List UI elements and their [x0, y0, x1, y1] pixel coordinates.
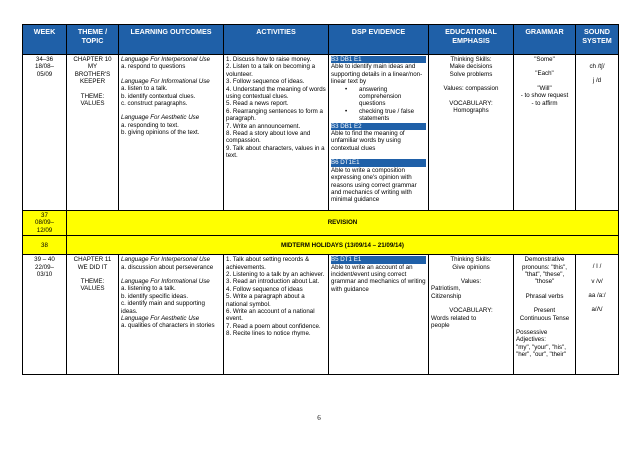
grammar-line: - to affirm	[531, 99, 558, 107]
spacer	[69, 271, 116, 278]
emphasis-line: Give opinions	[452, 263, 490, 271]
grammar-line: Demonstrative	[524, 256, 565, 264]
header-grammar: GRAMMAR	[514, 25, 576, 55]
grammar-line: "that", "these",	[524, 271, 565, 279]
spacer	[516, 322, 573, 329]
sound-line: a/Λ/	[591, 306, 603, 314]
spacer	[431, 93, 511, 100]
week-line: 22/09–	[35, 263, 54, 271]
theme-line: VALUES	[80, 285, 105, 293]
emphasis-line: Homographs	[453, 107, 489, 115]
dsp-text: Able to write an account of an incident/event using correct grammar and mechanics of writing with guidance	[331, 263, 426, 293]
activity-item: 7. Write an announcement.	[226, 122, 301, 130]
header-activities: ACTIVITIES	[224, 25, 329, 55]
spacer	[578, 256, 616, 263]
dsp-code: B5 DT1 E1	[331, 256, 426, 263]
week-cell	[23, 55, 67, 211]
theme-line: WE DID IT	[77, 263, 108, 271]
spacer	[431, 271, 511, 278]
week-cell: 38	[23, 236, 67, 255]
week-line: 18/08–	[35, 63, 54, 71]
dsp-code: B3 DB1 E1	[331, 56, 426, 63]
spacer	[331, 152, 426, 159]
grammar-line: Possessive	[516, 329, 548, 337]
outcome-item: a. listen to a talk.	[121, 85, 168, 93]
outcome-heading: Language For Interpersonal Use	[121, 56, 211, 63]
theme-cell	[67, 255, 119, 375]
outcome-item: a. respond to questions	[121, 63, 186, 71]
spacer	[578, 285, 616, 292]
activities-cell	[224, 255, 329, 375]
outcome-item: c. identify main and supporting ideas.	[121, 300, 205, 315]
grammar-cell	[514, 55, 576, 211]
table-row-week-34-36	[23, 55, 619, 211]
dsp-bullet-list	[331, 86, 426, 123]
activity-item: 2. Listen to a talk on becoming a volunteer.	[226, 63, 316, 78]
grammar-line: pronouns: "this",	[522, 263, 567, 271]
dsp-bullet: • answering comprehension questions	[359, 86, 426, 108]
spacer	[69, 86, 116, 93]
outcome-heading: Language For Aesthetic Use	[121, 114, 200, 122]
grammar-line: "Will"	[537, 84, 552, 92]
outcome-item: c. construct paragraphs.	[121, 100, 188, 108]
grammar-line: "those"	[534, 278, 555, 286]
dsp-code: B3 DB1 E2	[331, 123, 426, 130]
emphasis-line: Thinking Skills:	[450, 56, 492, 63]
educational-emphasis-cell	[429, 55, 514, 211]
activity-item: 2. Listening to a talk by an achiever.	[226, 271, 325, 279]
sound-line: / I /	[592, 263, 602, 271]
spacer	[121, 71, 221, 78]
dsp-evidence-cell	[329, 255, 429, 375]
header-learning-outcomes: LEARNING OUTCOMES	[119, 25, 224, 55]
spacer	[516, 300, 573, 307]
theme-line: VALUES	[80, 100, 105, 108]
week-line: 37	[41, 212, 48, 219]
emphasis-line: Solve problems	[449, 70, 493, 78]
revision-label: REVISION	[67, 211, 619, 236]
outcome-heading: Language For Interpersonal Use	[121, 256, 211, 264]
spacer	[578, 70, 616, 77]
activity-item: 3. Read an introduction about Lat.	[226, 278, 320, 286]
spacer	[431, 300, 511, 307]
spacer	[578, 299, 616, 306]
grammar-line: - to show request	[520, 92, 569, 100]
sound-line: aa /a:/	[588, 292, 606, 300]
outcome-item: b. giving opinions of the text.	[121, 129, 200, 137]
dsp-code: B6 DT1E1	[331, 159, 426, 166]
theme-line: CHAPTER 10	[73, 56, 112, 63]
emphasis-line: VOCABULARY:	[449, 307, 493, 315]
theme-line: KEEPER	[79, 78, 106, 86]
activities-cell	[224, 55, 329, 211]
week-cell	[23, 255, 67, 375]
theme-line: CHAPTER 11	[73, 256, 112, 264]
educational-emphasis-cell	[429, 255, 514, 375]
activity-item: 6. Rearranging sentences to form a paragraph.	[226, 107, 323, 123]
emphasis-line: Patriotism,	[431, 285, 461, 293]
emphasis-line: Words related to	[431, 314, 477, 322]
grammar-line: Adjectives:	[516, 336, 546, 344]
theme-line: THEME:	[80, 278, 105, 286]
theme-line: MY	[87, 63, 98, 71]
sound-line: ch /t∫/	[589, 63, 605, 70]
spacer	[516, 286, 573, 293]
spacer	[516, 63, 573, 70]
outcome-item: a. qualities of characters in stories	[121, 322, 215, 330]
spacer	[516, 78, 573, 85]
grammar-line: Continuous Tense	[519, 314, 570, 322]
dsp-text: Able to identify main ideas and supporting details in a linear/non-linear text by	[331, 63, 423, 86]
sound-system-cell	[576, 55, 619, 211]
activity-item: 4. Follow sequence of ideas	[226, 285, 303, 293]
outcome-item: b. identify specific ideas.	[121, 292, 189, 300]
week-line: 08/09–	[35, 219, 54, 227]
activity-item: 9. Talk about characters, values in a text.	[226, 144, 325, 160]
table-row-week-39-40	[23, 255, 619, 375]
outcome-item: a. responding to text.	[121, 121, 179, 129]
grammar-line: "Some"	[534, 56, 555, 63]
outcome-item: a. listening to a talk.	[121, 285, 176, 293]
page-number: 6	[317, 414, 321, 422]
spacer	[121, 271, 221, 278]
header-sound-system: SOUND SYSTEM	[576, 25, 619, 55]
header-week: WEEK	[23, 25, 67, 55]
week-cell	[23, 211, 67, 236]
spacer	[431, 78, 511, 85]
sound-line: j /d	[592, 77, 602, 85]
outcome-item: b. identify contextual clues.	[121, 92, 196, 100]
header-educational-emphasis: EDUCATIONAL EMPHASIS	[429, 25, 514, 55]
activity-item: 7. Read a poem about confidence.	[226, 322, 321, 330]
grammar-line: Present	[533, 307, 556, 315]
dsp-text: Able to write a composition expressing one's opinion with reasons using correct grammar and mechanics of writing with minimal guidance	[331, 166, 417, 204]
activity-item: 4. Understand the meaning of words using contextual clues.	[226, 85, 326, 101]
grammar-line: "her", "our", "their"	[516, 351, 566, 359]
scheme-of-work-table	[22, 24, 619, 375]
spacer	[121, 107, 221, 114]
grammar-line: "Each"	[535, 70, 554, 78]
header-theme: THEME / TOPIC	[67, 25, 119, 55]
dsp-bullet: • checking true / false statements	[359, 108, 426, 123]
week-line: 34–36	[35, 56, 54, 63]
dsp-evidence-cell	[329, 55, 429, 211]
theme-line: THEME:	[80, 92, 105, 100]
activity-item: 8. Recite lines to notice rhyme.	[226, 330, 311, 338]
dsp-text: Able to find the meaning of unfamiliar words by using contextual clues	[331, 130, 405, 152]
midterm-label: MIDTERM HOLIDAYS (13/09/14 – 21/09/14)	[67, 236, 619, 255]
table-row-midterm	[23, 236, 619, 255]
spacer	[578, 56, 616, 63]
outcome-heading: Language For Informational Use	[121, 77, 210, 85]
outcome-heading: Language For Aesthetic Use	[121, 315, 200, 323]
week-line: 03/10	[36, 271, 53, 279]
emphasis-line: VOCABULARY:	[449, 99, 493, 107]
week-line: 39 – 40	[34, 256, 55, 264]
activity-item: 1. Discuss how to raise money.	[226, 56, 312, 63]
emphasis-line: Values:	[460, 278, 482, 286]
table-row-revision	[23, 211, 619, 236]
grammar-cell	[514, 255, 576, 375]
activity-item: 1. Talk about setting records & achievements.	[226, 256, 310, 271]
activity-item: 3. Follow sequence of ideas.	[226, 78, 305, 86]
activity-item: 5. Read a news report.	[226, 100, 289, 108]
theme-cell	[67, 55, 119, 211]
activity-item: 6. Write an account of a national event.	[226, 308, 315, 323]
week-line: 05/09	[36, 70, 53, 78]
theme-line: BROTHER'S	[74, 70, 111, 78]
learning-outcomes-cell	[119, 255, 224, 375]
emphasis-line: Make decisions	[449, 63, 493, 71]
activity-item: 8. Read a story about love and compassion.	[226, 130, 311, 145]
spacer	[578, 271, 616, 278]
activity-item: 5. Write a paragraph about a national symbol.	[226, 293, 305, 308]
emphasis-line: people	[431, 322, 450, 330]
grammar-line: Phrasal verbs	[525, 292, 564, 300]
sound-system-cell	[576, 255, 619, 375]
outcome-heading: Language For Informational Use	[121, 278, 210, 286]
emphasis-line: Citizenship	[431, 292, 462, 300]
learning-outcomes-cell	[119, 55, 224, 211]
outcome-item: a. discussion about perseverance	[121, 263, 214, 271]
header-dsp-evidence: DSP EVIDENCE	[329, 25, 429, 55]
sound-line: v /v/	[591, 277, 603, 285]
grammar-line: "my", "your", "his",	[516, 343, 566, 351]
week-line: 12/09	[36, 226, 53, 234]
header-row	[23, 25, 619, 55]
emphasis-line: Values: compassion	[443, 85, 499, 93]
emphasis-line: Thinking Skills:	[450, 256, 492, 264]
